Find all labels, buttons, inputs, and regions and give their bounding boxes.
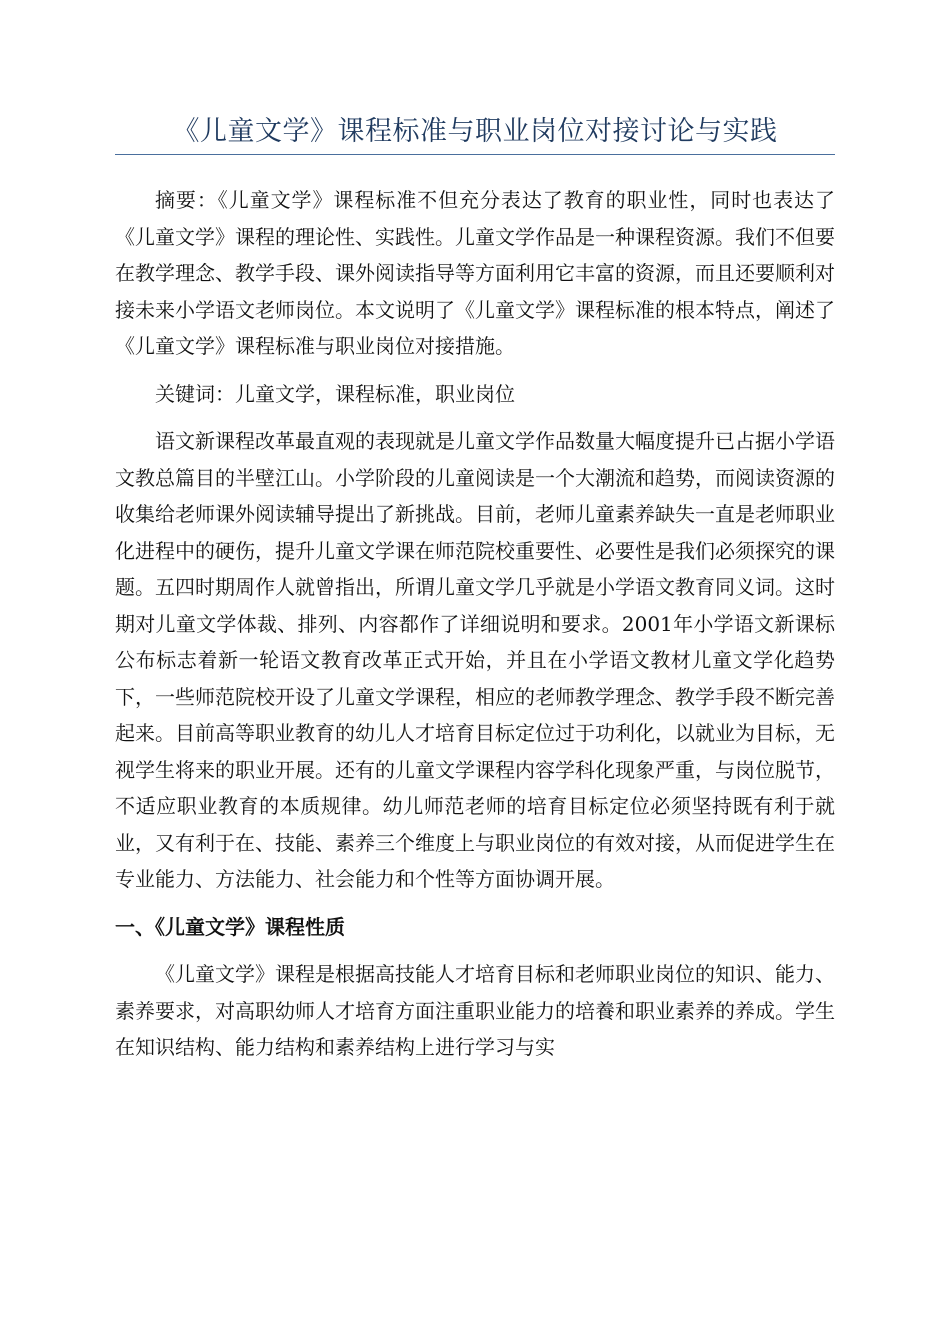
document-title: 《儿童文学》课程标准与职业岗位对接讨论与实践 <box>115 112 835 155</box>
keywords-paragraph: 关键词：儿童文学，课程标准，职业岗位 <box>155 381 515 406</box>
document-page <box>115 112 835 1066</box>
abstract-paragraph: 摘要：《儿童文学》课程标准不但充分表达了教育的职业性，同时也表达了《儿童文学》课程的理论性、实践性。儿童文学作品是一种课程资源。我们不但要在教学理念、教学手段、课外阅读指导等方面利用它丰富的资源，而且还要顺利对接未来小学语文老师岗位。本文说明了《儿童文学》课程标准的根本特点，阐述了《儿童文学》课程标准与职业岗位对接措施。 <box>115 188 835 358</box>
body-paragraph-2: 《儿童文学》课程是根据高技能人才培育目标和老师职业岗位的知识、能力、素养要求，对高职幼师人才培育方面注重职业能力的培養和职业素养的养成。学生在知识结构、能力结构和素养结构上进行学习与实 <box>115 962 835 1059</box>
body-paragraph-1: 语文新课程改革最直观的表现就是儿童文学作品数量大幅度提升已占据小学语文教总篇目的半壁江山。小学阶段的儿童阅读是一个大潮流和趋势，而阅读资源的收集给老师课外阅读辅导提出了新挑战。目前，老师儿童素养缺失一直是老师职业化进程中的硬伤，提升儿童文学课在师范院校重要性、必要性是我们必须探究的课题。五四时期周作人就曾指出，所谓儿童文学几乎就是小学语文教育同义词。这时期对儿童文学体裁、排列、内容都作了详细说明和要求。2001年小学语文新课标公布标志着新一轮语文教育改革正式开始，并且在小学语文教材儿童文学化趋势下，一些师范院校开设了儿童文学课程，相应的老师教学理念、教学手段不断完善起来。目前高等职业教育的幼儿人才培育目标定位过于功利化，以就业为目标，无视学生将来的职业开展。还有的儿童文学课程内容学科化现象严重，与岗位脱节，不适应职业教育的本质规律。幼儿师范老师的培育目标定位必须坚持既有利于就业，又有利于在、技能、素养三个维度上与职业岗位的有效对接，从而促进学生在专业能力、方法能力、社会能力和个性等方面协调开展。 <box>115 429 835 891</box>
section-heading-1: 一、《儿童文学》课程性质 <box>115 914 345 939</box>
